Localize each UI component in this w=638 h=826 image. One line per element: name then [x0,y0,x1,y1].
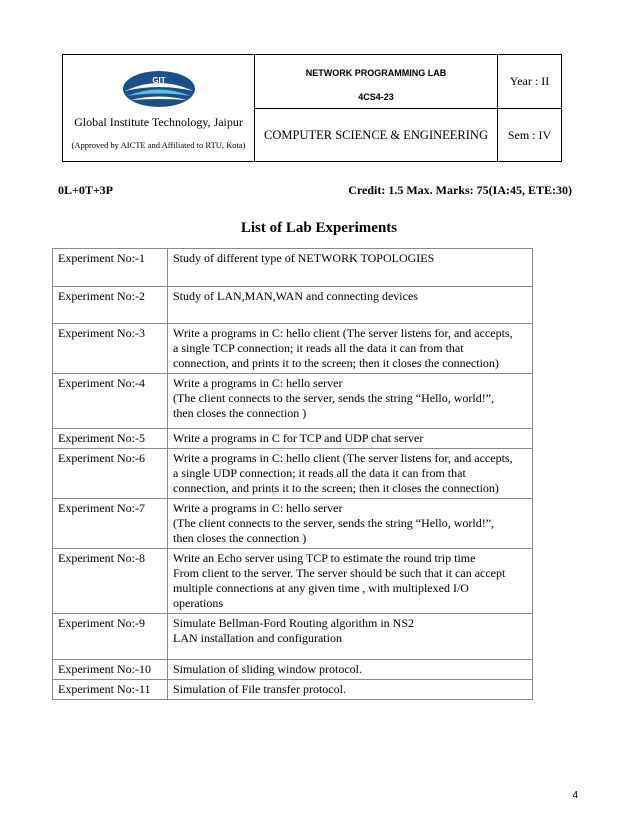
experiment-number: Experiment No:-1 [53,249,168,287]
credit-marks: Credit: 1.5 Max. Marks: 75(IA:45, ETE:30) [348,183,572,197]
year-cell [498,55,562,109]
course-meta [58,183,572,198]
experiment-row [53,249,533,287]
experiment-description: Write an Echo server using TCP to estimate the round trip time From client to the server. The server should be such that it can accept multiple connections at any given time , with multiplexed I/O operations [168,549,533,614]
year-label: Year : II [509,74,550,88]
list-title: List of Lab Experiments [240,220,398,236]
approval-note: (Approved by AICTE and Affiliated to RTU, Kota) [71,139,246,150]
experiment-number: Experiment No:-10 [53,660,168,680]
page-number: 4 [572,790,578,801]
experiment-number: Experiment No:-7 [53,499,168,549]
course-load: 0L+0T+3P [58,183,114,197]
experiment-row [53,614,533,660]
experiment-number: Experiment No:-11 [53,680,168,700]
semester-cell [498,109,562,162]
experiment-row [53,660,533,680]
experiment-number: Experiment No:-8 [53,549,168,614]
experiment-row [53,324,533,374]
institute-name: Global Institute Technology, Jaipur [74,114,243,129]
experiment-description: Simulate Bellman-Ford Routing algorithm in NS2 LAN installation and configuration [168,614,533,660]
lab-code: 4CS4-23 [358,91,394,102]
semester-label: Sem : IV [507,127,552,142]
git-logo-icon [121,69,197,109]
experiment-description: Simulation of sliding window protocol. [168,660,533,680]
experiment-row [53,429,533,449]
experiment-description: Write a programs in C: hello server (The client connects to the server, sends the string “Hello, world!”, then closes the connection ) [168,499,533,549]
experiment-row [53,549,533,614]
lab-title: NETWORK PROGRAMMING LAB [305,67,447,78]
experiment-row [53,449,533,499]
institute-cell [63,55,255,162]
experiment-description: Write a programs in C: hello client (The server listens for, and accepts, a single UDP connection; it reads all the data it can from that connection, and prints it to the screen; then it closes the connection) [168,449,533,499]
lab-title-cell [255,55,498,109]
experiment-row [53,680,533,700]
experiment-number: Experiment No:-3 [53,324,168,374]
experiment-row [53,374,533,429]
department-cell [255,109,498,162]
experiment-description: Study of different type of NETWORK TOPOLOGIES [168,249,533,287]
header-box [62,54,562,162]
experiment-description: Write a programs in C: hello server (The client connects to the server, sends the string “Hello, world!”, then closes the connection ) [168,374,533,429]
experiment-row [53,287,533,324]
experiment-description: Write a programs in C for TCP and UDP chat server [168,429,533,449]
experiment-row [53,499,533,549]
logo-text: GIT [151,75,166,85]
experiment-number: Experiment No:-5 [53,429,168,449]
experiment-description: Study of LAN,MAN,WAN and connecting devices [168,287,533,324]
experiment-number: Experiment No:-9 [53,614,168,660]
experiment-number: Experiment No:-2 [53,287,168,324]
experiment-description: Write a programs in C: hello client (The server listens for, and accepts, a single TCP connection; it reads all the data it can from that connection, and prints it to the screen; then it closes the connection) [168,324,533,374]
experiments-table [52,248,533,700]
experiment-number: Experiment No:-4 [53,374,168,429]
experiment-number: Experiment No:-6 [53,449,168,499]
department-name: COMPUTER SCIENCE & ENGINEERING [264,127,488,142]
experiment-description: Simulation of File transfer protocol. [168,680,533,700]
